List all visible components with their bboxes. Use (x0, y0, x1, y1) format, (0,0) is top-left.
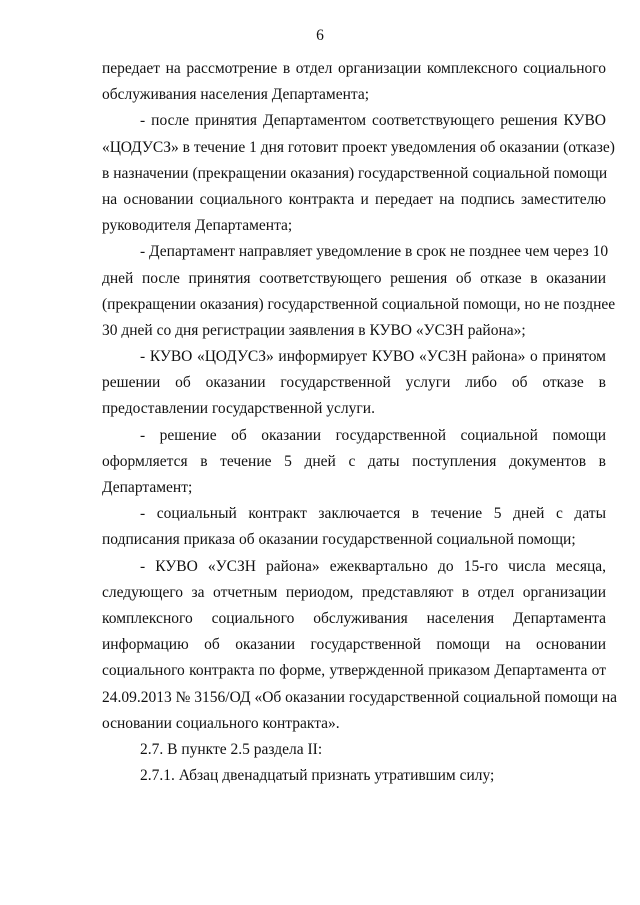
text-line: (прекращении оказания) государственной социальной помощи, но не позднее (102, 295, 616, 313)
section-heading: 2.7. В пункте 2.5 раздела II: (140, 740, 323, 758)
text-line: - КУВО «УСЗН района» ежеквартально до 15-го числа месяца, (140, 557, 606, 575)
text-line: следующего за отчетным периодом, представляют в отдел организации (102, 583, 606, 601)
text-line: предоставлении государственной услуги. (102, 400, 375, 418)
text-line: социального контракта по форме, утвержденной приказом Департамента от (102, 662, 606, 680)
text-line: обслуживания населения Департамента; (102, 86, 370, 104)
text-line: - Департамент направляет уведомление в срок не позднее чем через 10 (140, 243, 609, 261)
paragraph (102, 423, 606, 502)
paragraph (102, 344, 606, 423)
text-line: передает на рассмотрение в отдел организации комплексного социального (102, 60, 606, 77)
text-line: - КУВО «ЦОДУСЗ» информирует КУВО «УСЗН района» о принятом (140, 348, 606, 366)
paragraph (102, 737, 606, 763)
text-line: решении об оказании государственной услуги либо об отказе в (102, 374, 606, 392)
text-line: дней после принятия соответствующего решения об отказе в оказании (102, 269, 606, 287)
paragraph (102, 501, 606, 553)
text-line: на основании социального контракта и передает на подпись заместителю (102, 190, 606, 208)
text-line: 2.7.1. Абзац двенадцатый признать утратившим силу; (140, 767, 495, 785)
text-line: Департамент; (102, 479, 193, 496)
text-line: - социальный контракт заключается в течение 5 дней с даты (140, 505, 606, 523)
text-line: комплексного социального обслуживания населения Департамента (102, 609, 606, 627)
text-line: руководителя Департамента; (102, 217, 293, 235)
page-number: 6 (316, 27, 324, 44)
text-line: основании социального контракта». (102, 714, 340, 732)
text-line: оформляется в течение 5 дней с даты поступления документов в (102, 452, 606, 470)
paragraph (102, 239, 616, 344)
text-line: - решение об оказании государственной социальной помощи (140, 426, 606, 444)
text-line: в назначении (прекращении оказания) государственной социальной помощи (102, 164, 608, 182)
text-line: подписания приказа об оказании государственной социальной помощи; (102, 531, 576, 549)
text-line: - после принятия Департаментом соответствующего решения КУВО (140, 112, 606, 130)
text-line: 24.09.2013 № 3156/ОД «Об оказании государственной социальной помощи на (102, 688, 618, 706)
document-body (102, 56, 618, 789)
paragraph (102, 763, 606, 789)
paragraph (102, 554, 618, 737)
paragraph (102, 56, 606, 108)
text-line: информацию об оказании государственной помощи на основании (102, 636, 606, 654)
text-line: 30 дней со дня регистрации заявления в КУВО «УСЗН района»; (102, 321, 526, 339)
paragraph (102, 108, 615, 239)
text-line: «ЦОДУСЗ» в течение 1 дня готовит проект уведомления об оказании (отказе) (102, 138, 615, 156)
